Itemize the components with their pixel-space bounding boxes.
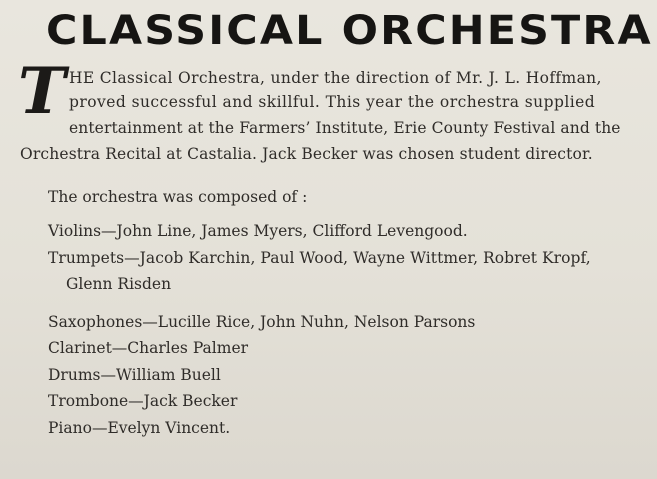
- roster-trumpets: Trumpets—Jacob Karchin, Paul Wood, Wayne Wittmer, Robret Kropf,: [48, 249, 591, 267]
- roster-trumpets-continued: Glenn Risden: [66, 275, 172, 293]
- paragraph-line-2: proved successful and skillful. This year the orchestra supplied: [69, 93, 596, 111]
- roster-saxophones: Saxophones—Lucille Rice, John Nuhn, Nelson Parsons: [48, 313, 476, 331]
- roster-drums: Drums—William Buell: [48, 366, 221, 384]
- roster-clarinet: Clarinet—Charles Palmer: [48, 339, 249, 357]
- roster-trombone: Trombone—Jack Becker: [48, 392, 238, 410]
- paragraph-line-4: Orchestra Recital at Castalia. Jack Becker was chosen student director.: [20, 145, 593, 163]
- drop-cap: T: [18, 54, 66, 129]
- paragraph-line-1: HE Classical Orchestra, under the direction of Mr. J. L. Hoffman,: [69, 69, 602, 87]
- paragraph-line-3: entertainment at the Farmers’ Institute, Erie County Festival and the: [69, 119, 621, 137]
- roster-violins: Violins—John Line, James Myers, Clifford Levengood.: [48, 222, 468, 240]
- page-title: CLASSICAL ORCHESTRA: [46, 8, 653, 54]
- roster-intro: The orchestra was composed of :: [48, 188, 308, 206]
- roster-piano: Piano—Evelyn Vincent.: [48, 419, 231, 437]
